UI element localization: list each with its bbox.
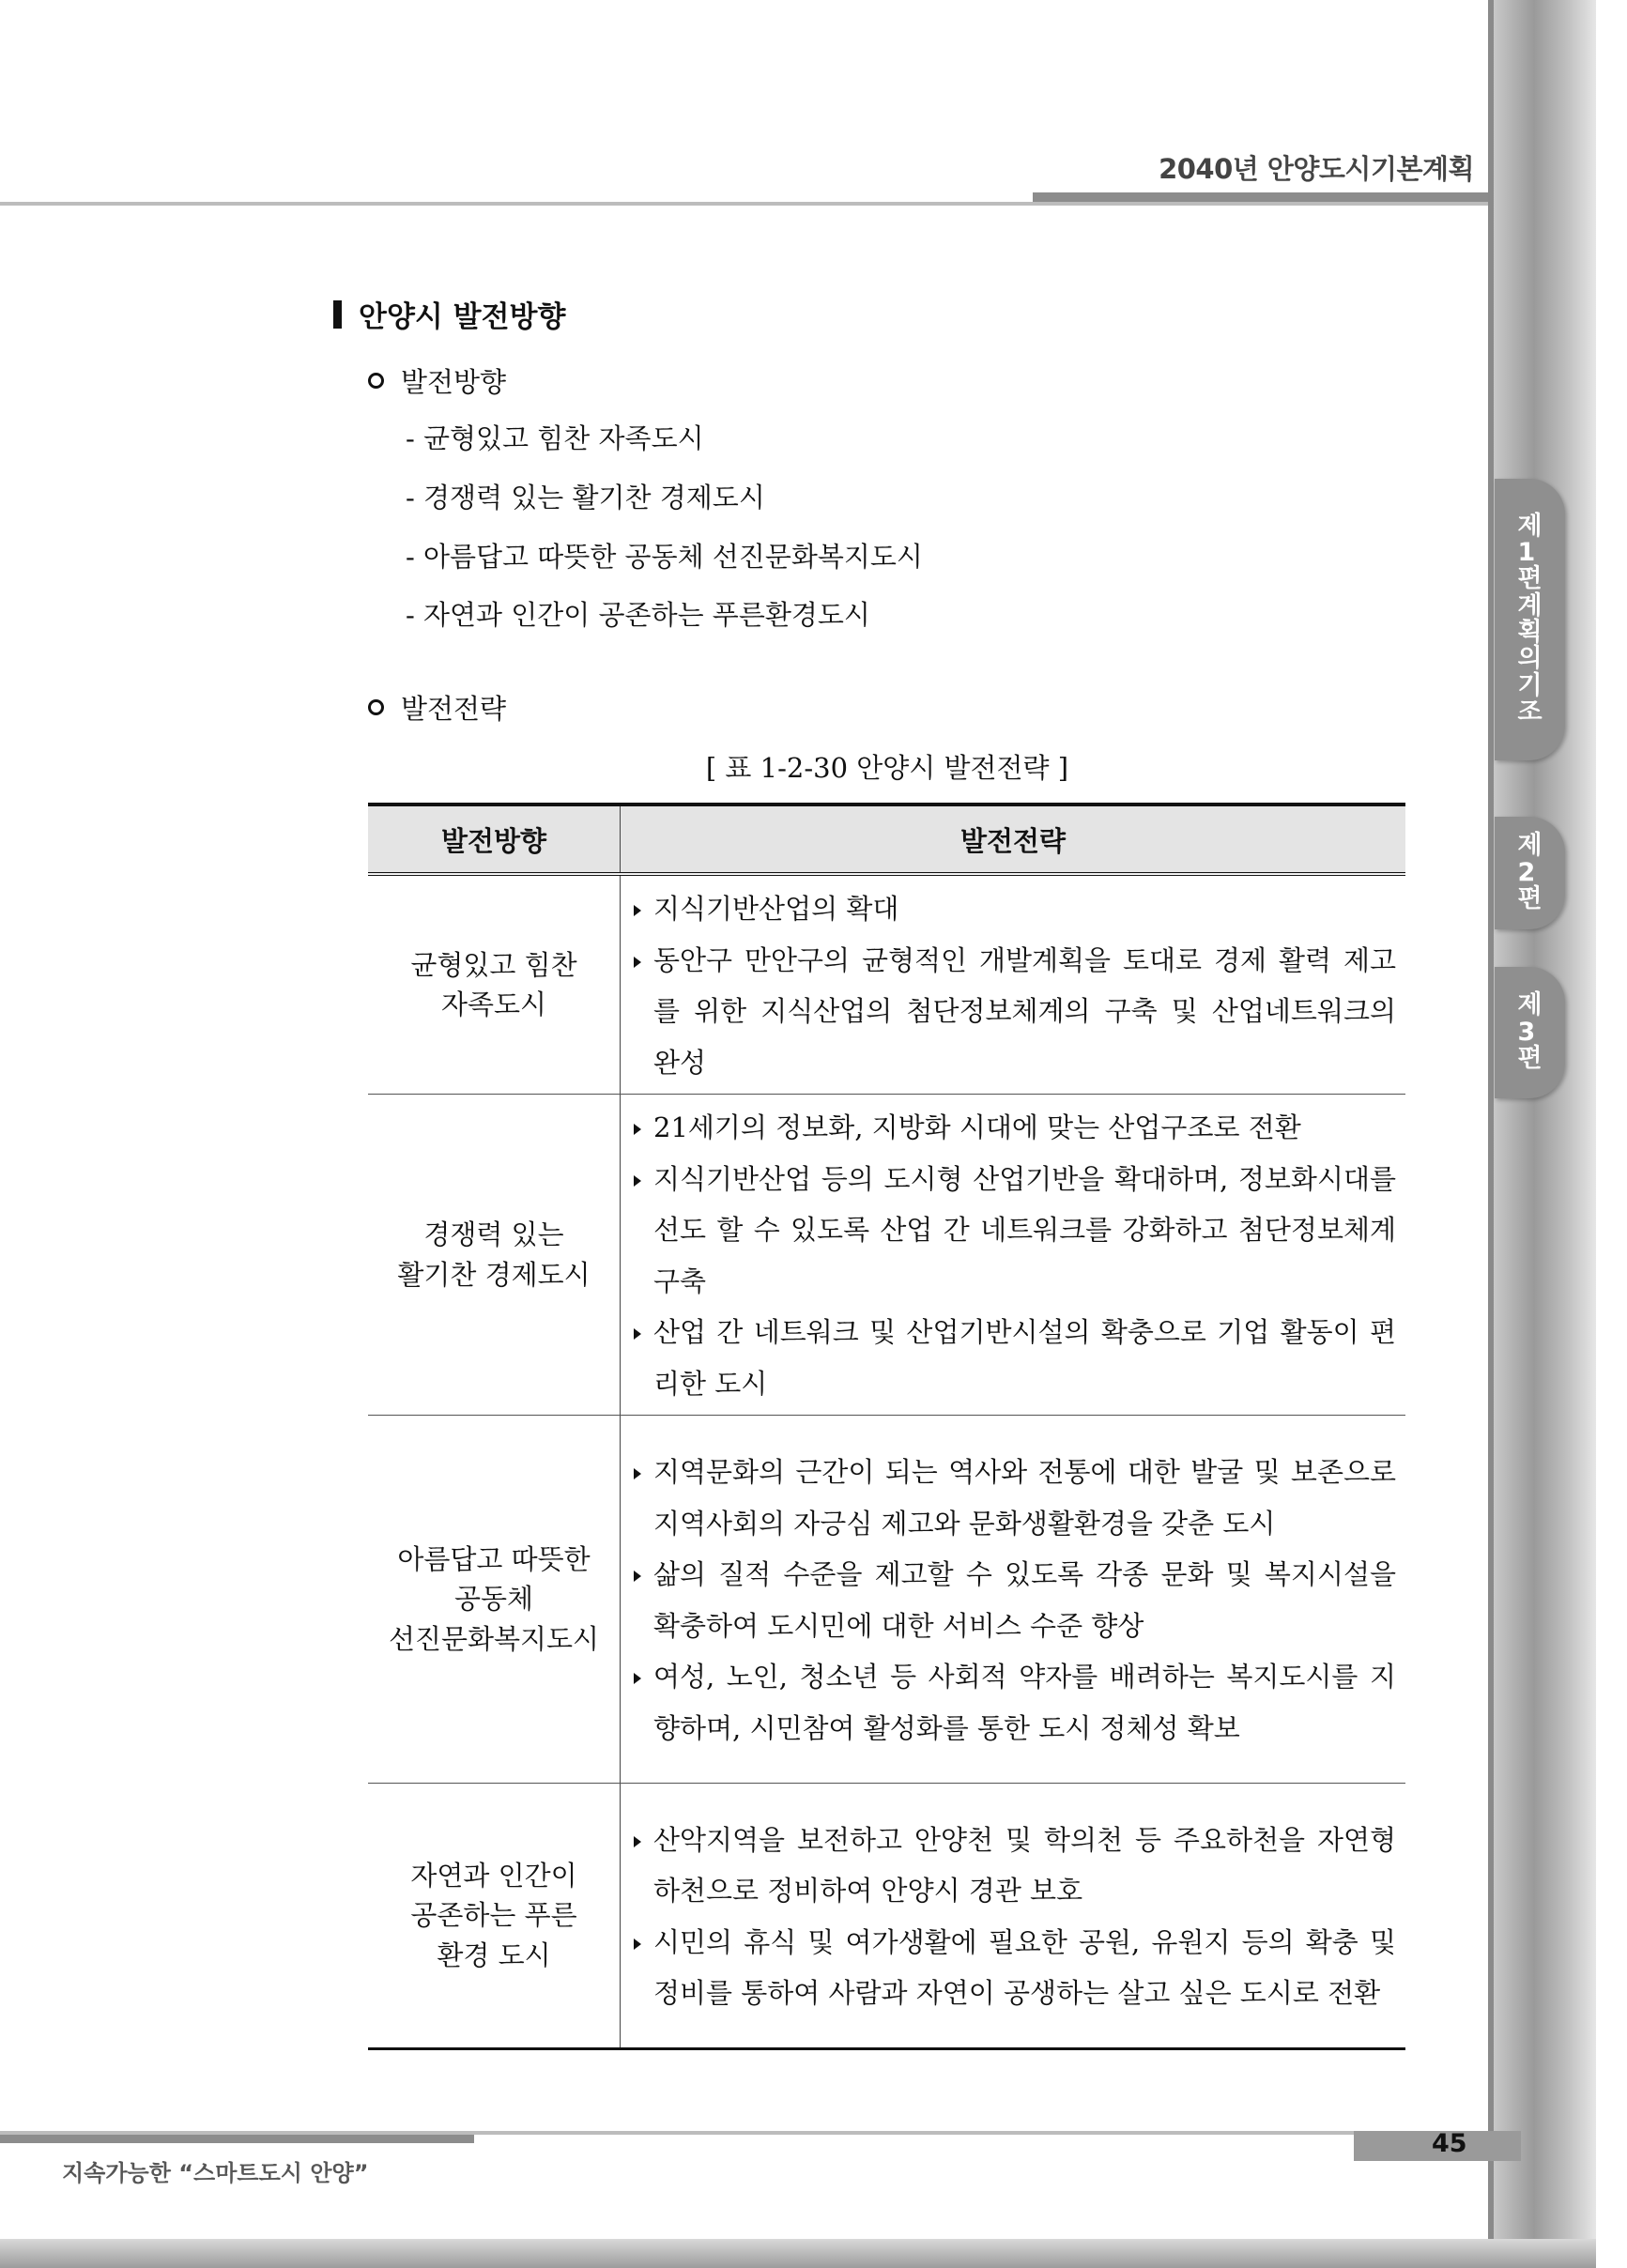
strategy-cell [621, 874, 1406, 1095]
direction-item: - 자연과 인간이 공존하는 푸른환경도시 [406, 599, 870, 631]
side-tab-label: 제 1 편 계 획 의 기 조 [1517, 511, 1543, 728]
table-caption: [ 표 1-2-30 안양시 발전전략 ] [705, 752, 1069, 784]
direction-line: 환경 도시 [437, 1939, 551, 1971]
page-number: 45 [1432, 2129, 1467, 2158]
section-title [333, 293, 565, 335]
triangle-bullet-icon [634, 1571, 641, 1582]
side-tab-label: 제 2 편 [1517, 831, 1543, 914]
strategy-text: 21세기의 정보화, 지방화 시대에 맞는 산업구조로 전환 [653, 1111, 1301, 1143]
triangle-bullet-icon [634, 905, 641, 916]
direction-line: 균형있고 힘찬 [410, 948, 577, 981]
circle-bullet-icon [368, 699, 384, 715]
side-tab-part-1[interactable] [1495, 479, 1565, 760]
table-row [368, 1784, 1405, 2049]
strategy-item [634, 935, 1396, 1089]
strategy-cell [621, 1416, 1406, 1784]
table-row [368, 1095, 1405, 1416]
strategy-cell [621, 1784, 1406, 2049]
section-bar-icon [333, 300, 342, 329]
page-stack-shadow [1493, 0, 1596, 2268]
direction-cell [368, 1095, 621, 1416]
header-strategy: 발전전략 [621, 805, 1406, 874]
running-header: 2040년 안양도시기본계획 [1159, 153, 1474, 185]
side-tab-label: 제 3 편 [1517, 990, 1543, 1074]
direction-line: 경쟁력 있는 [423, 1218, 564, 1251]
footer-rule-accent [0, 2135, 474, 2143]
strategy-table [368, 803, 1405, 2050]
direction-item: - 경쟁력 있는 활기찬 경제도시 [406, 482, 765, 513]
direction-item: - 균형있고 힘찬 자족도시 [406, 422, 704, 454]
table-header-row [368, 805, 1405, 874]
strategy-text: 지식기반산업의 확대 [653, 893, 899, 925]
strategy-item [634, 883, 1396, 935]
strategy-item [634, 1307, 1396, 1409]
header-direction: 발전방향 [368, 805, 621, 874]
strategy-item [634, 1154, 1396, 1308]
strategy-text: 산악지역을 보전하고 안양천 및 학의천 등 주요하천을 자연형 하천으로 정비하여 안양시 경관 보호 [653, 1823, 1396, 1907]
table-row [368, 874, 1405, 1095]
strategy-heading-text: 발전전략 [401, 693, 507, 725]
direction-item: - 아름답고 따뜻한 공동체 선진문화복지도시 [406, 541, 923, 573]
table-row [368, 1416, 1405, 1784]
strategy-heading [368, 688, 506, 727]
side-tab-part-2[interactable] [1495, 817, 1565, 929]
page-bottom-shadow [0, 2239, 1596, 2268]
strategy-text: 삶의 질적 수준을 제고할 수 있도록 각종 문화 및 복지시설을 확충하여 도시민에 대한 서비스 수준 향상 [653, 1558, 1396, 1642]
strategy-text: 동안구 만안구의 균형적인 개발계획을 토대로 경제 활력 제고를 위한 지식산업의 첨단정보체계의 구축 및 산업네트워크의 완성 [653, 943, 1396, 1079]
direction-line: 공동체 [453, 1583, 534, 1616]
direction-cell [368, 1416, 621, 1784]
triangle-bullet-icon [634, 1124, 641, 1135]
strategy-text: 시민의 휴식 및 여가생활에 필요한 공원, 유원지 등의 확충 및 정비를 통하여 사람과 자연이 공생하는 살고 싶은 도시로 전환 [653, 1925, 1396, 2009]
triangle-bullet-icon [634, 1939, 641, 1950]
direction-line: 공존하는 푸른 [410, 1899, 577, 1932]
direction-line: 활기찬 경제도시 [397, 1258, 591, 1291]
triangle-bullet-icon [634, 957, 641, 968]
strategy-cell [621, 1095, 1406, 1416]
section-title-text: 안양시 발전방향 [359, 300, 566, 334]
strategy-item [634, 1651, 1396, 1754]
strategy-item [634, 1447, 1396, 1549]
directions-heading-text: 발전방향 [401, 366, 507, 398]
strategy-text: 지역문화의 근간이 되는 역사와 전통에 대한 발굴 및 보존으로 지역사회의 자긍심 제고와 문화생활환경을 갖춘 도시 [653, 1456, 1396, 1540]
circle-bullet-icon [368, 373, 384, 389]
side-tab-part-3[interactable] [1495, 967, 1565, 1098]
triangle-bullet-icon [634, 1836, 641, 1847]
strategy-text: 여성, 노인, 청소년 등 사회적 약자를 배려하는 복지도시를 지향하며, 시민참여 활성화를 통한 도시 정체성 확보 [653, 1661, 1396, 1744]
strategy-item [634, 1815, 1396, 1917]
header-rule [0, 202, 1488, 206]
direction-cell [368, 1784, 621, 2049]
page-edge [1488, 0, 1494, 2268]
table-body [368, 874, 1405, 2049]
triangle-bullet-icon [634, 1328, 641, 1340]
strategy-text: 산업 간 네트워크 및 산업기반시설의 확충으로 기업 활동이 편리한 도시 [653, 1316, 1396, 1400]
strategy-item [634, 1102, 1396, 1154]
direction-line: 선진문화복지도시 [388, 1622, 600, 1655]
footer-slogan: 지속가능한 “스마트도시 안양” [62, 2160, 369, 2186]
direction-line: 자연과 인간이 [410, 1860, 577, 1893]
strategy-item [634, 1549, 1396, 1651]
directions-heading [368, 361, 506, 400]
triangle-bullet-icon [634, 1673, 641, 1684]
triangle-bullet-icon [634, 1175, 641, 1187]
strategy-item [634, 1917, 1396, 2019]
direction-line: 자족도시 [440, 988, 547, 1020]
direction-line: 아름답고 따뜻한 [397, 1543, 591, 1576]
strategy-text: 지식기반산업 등의 도시형 산업기반을 확대하며, 정보화시대를 선도 할 수 있도록 산업 간 네트워크를 강화하고 첨단정보체계 구축 [653, 1162, 1396, 1297]
triangle-bullet-icon [634, 1468, 641, 1479]
direction-cell [368, 874, 621, 1095]
